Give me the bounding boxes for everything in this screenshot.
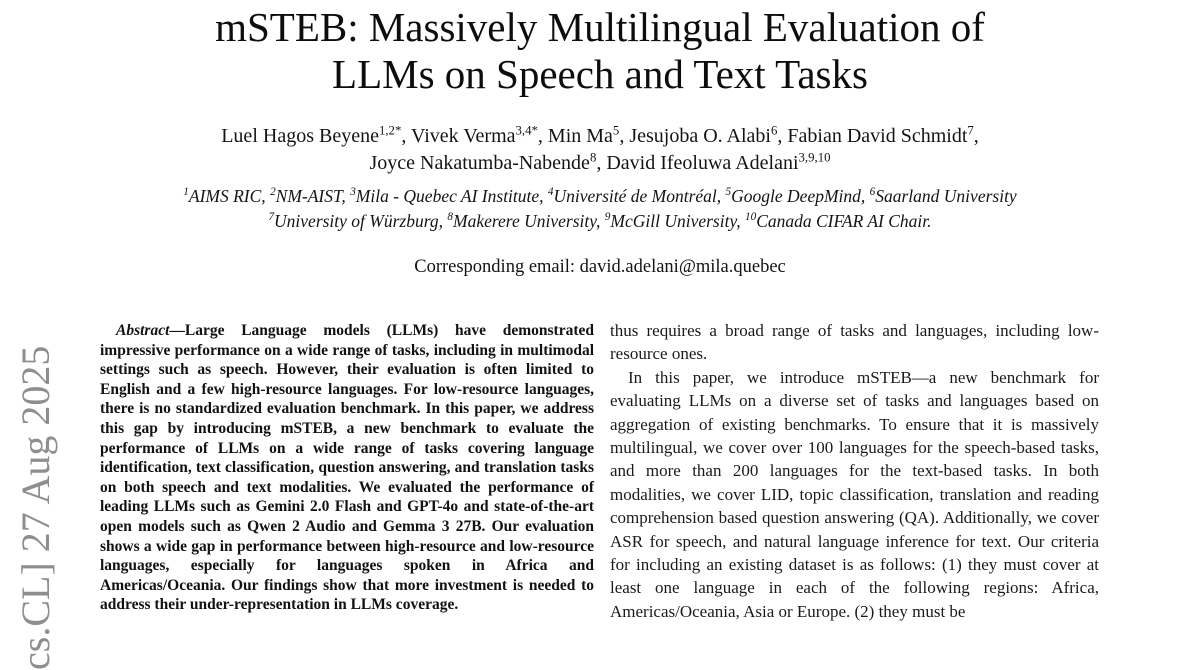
affiliation: $^5$Google DeepMind, — [725, 186, 870, 206]
abstract-column — [100, 321, 594, 615]
author-separator: , — [596, 152, 607, 174]
affiliation: $^8$Makerere University, — [447, 211, 605, 231]
affiliation-superscript: 10 — [745, 211, 757, 224]
affiliation: $^6$Saarland University — [869, 186, 1017, 206]
author: Fabian David Schmidt$^7$, — [787, 123, 979, 147]
author: Joyce Nakatumba-Nabende$^8$, — [369, 150, 607, 174]
affiliation: $^7$University of Würzburg, — [268, 211, 448, 231]
abstract-label: Abstract — [116, 322, 170, 339]
affiliation-superscript: 7 — [268, 211, 275, 224]
abstract-body: —Large Language models (LLMs) have demonstrated impressive performance on a wide range of tasks, including in multimodal settings such as speech. However, their evaluation is often limited to English and a few high-resource languages. For low-resource languages, there is no standardized evaluation benchmark. In this paper, we address this gap by introducing mSTEB, a new benchmark to evaluate the performance of LLMs on a wide range of tasks covering language identification, text classification, question answering, and translation tasks on both speech and text modalities. We evaluated the performance of leading LLMs such as Gemini 2.0 Flash and GPT-4o and state-of-the-art open models such as Qwen 2 Audio and Gemma 3 27B. Our evaluation shows a wide gap in performance between high-resource and low-resource languages, especially for languages spoken in Africa and Americas/Oceania. Our findings show that more investment is needed to address their under-representation in LLMs coverage. — [100, 322, 594, 614]
paper-title-line2: LLMs on Speech and Text Tasks — [332, 51, 868, 97]
author-separator: , — [777, 125, 788, 147]
author-line-1 — [0, 123, 1200, 150]
author: Vivek Verma$^{3,4*}$, — [411, 123, 548, 147]
affiliation: $^{10}$Canada CIFAR AI Chair. — [745, 211, 932, 231]
arxiv-watermark: cs.CL] 27 Aug 2025 — [13, 345, 58, 670]
author-affiliation-superscript: 7 — [967, 123, 974, 138]
abstract-paragraph — [100, 321, 594, 615]
author-affiliation-superscript: 5 — [612, 123, 620, 138]
affiliation-superscript: 2 — [270, 186, 276, 199]
affiliation-superscript: 8 — [447, 211, 453, 224]
affiliation-line-2 — [0, 209, 1200, 234]
paper-title — [0, 4, 1200, 98]
affiliation-superscript: 4 — [547, 186, 554, 199]
author-separator: , — [401, 125, 411, 147]
author-affiliation-superscript: 3,4* — [515, 123, 538, 138]
author: Jesujoba O. Alabi$^6$, — [629, 123, 788, 147]
author: David Ifeoluwa Adelani$^{3,9,10}$ — [606, 150, 831, 174]
affiliation-superscript: 9 — [604, 211, 611, 224]
author-line-2 — [0, 150, 1200, 177]
author-affiliation-superscript: 3,9,10 — [798, 150, 831, 165]
author-list — [0, 123, 1200, 177]
affiliation-superscript: 1 — [183, 186, 189, 199]
author-affiliation-superscript: 6 — [770, 123, 778, 138]
intro-paragraph-continuation: thus requires a broad range of tasks and languages, including low-resource ones. — [610, 321, 1099, 364]
author: Min Ma$^5$, — [547, 123, 630, 147]
affiliation: $^1$AIMS RIC, — [183, 186, 271, 206]
affiliation-superscript: 5 — [725, 186, 732, 199]
affiliation-list — [0, 184, 1200, 234]
author-separator: , — [537, 125, 548, 147]
affiliation: $^4$Université de Montréal, — [547, 186, 726, 206]
author-separator: , — [973, 125, 979, 147]
paper-title-line1: mSTEB: Massively Multilingual Evaluation of — [215, 4, 985, 50]
affiliation: $^2$NM-AIST, — [270, 186, 351, 206]
corresponding-email: Corresponding email: david.adelani@mila.quebec — [414, 257, 786, 277]
author-affiliation-superscript: 8 — [589, 150, 597, 165]
affiliation-superscript: 6 — [869, 186, 876, 199]
author: Luel Hagos Beyene$^{1,2*}$, — [221, 123, 411, 147]
affiliation: $^3$Mila - Quebec AI Institute, — [350, 186, 548, 206]
introduction-column — [610, 319, 1099, 623]
author-separator: , — [619, 125, 630, 147]
affiliation: $^9$McGill University, — [604, 211, 746, 231]
intro-paragraph: In this paper, we introduce mSTEB—a new benchmark for evaluating LLMs on a diverse set of tasks and languages based on aggregation of existing benchmarks. To ensure that it is massively multilingual, we cover over 100 languages for the speech-based tasks, and more than 200 languages for the text-based tasks. In both modalities, we cover LID, topic classification, translation and reading comprehension based question answering (QA). Additionally, we cover ASR for speech, and natural language inference for text. Our criteria for including an existing dataset is as follows: (1) they must cover at least one language in each of the following regions: Africa, Americas/Oceania, Asia or Europe. (2) they must be — [610, 367, 1099, 621]
affiliation-line-1 — [0, 184, 1200, 209]
author-affiliation-superscript: 1,2* — [378, 123, 402, 138]
affiliation-superscript: 3 — [350, 186, 356, 199]
